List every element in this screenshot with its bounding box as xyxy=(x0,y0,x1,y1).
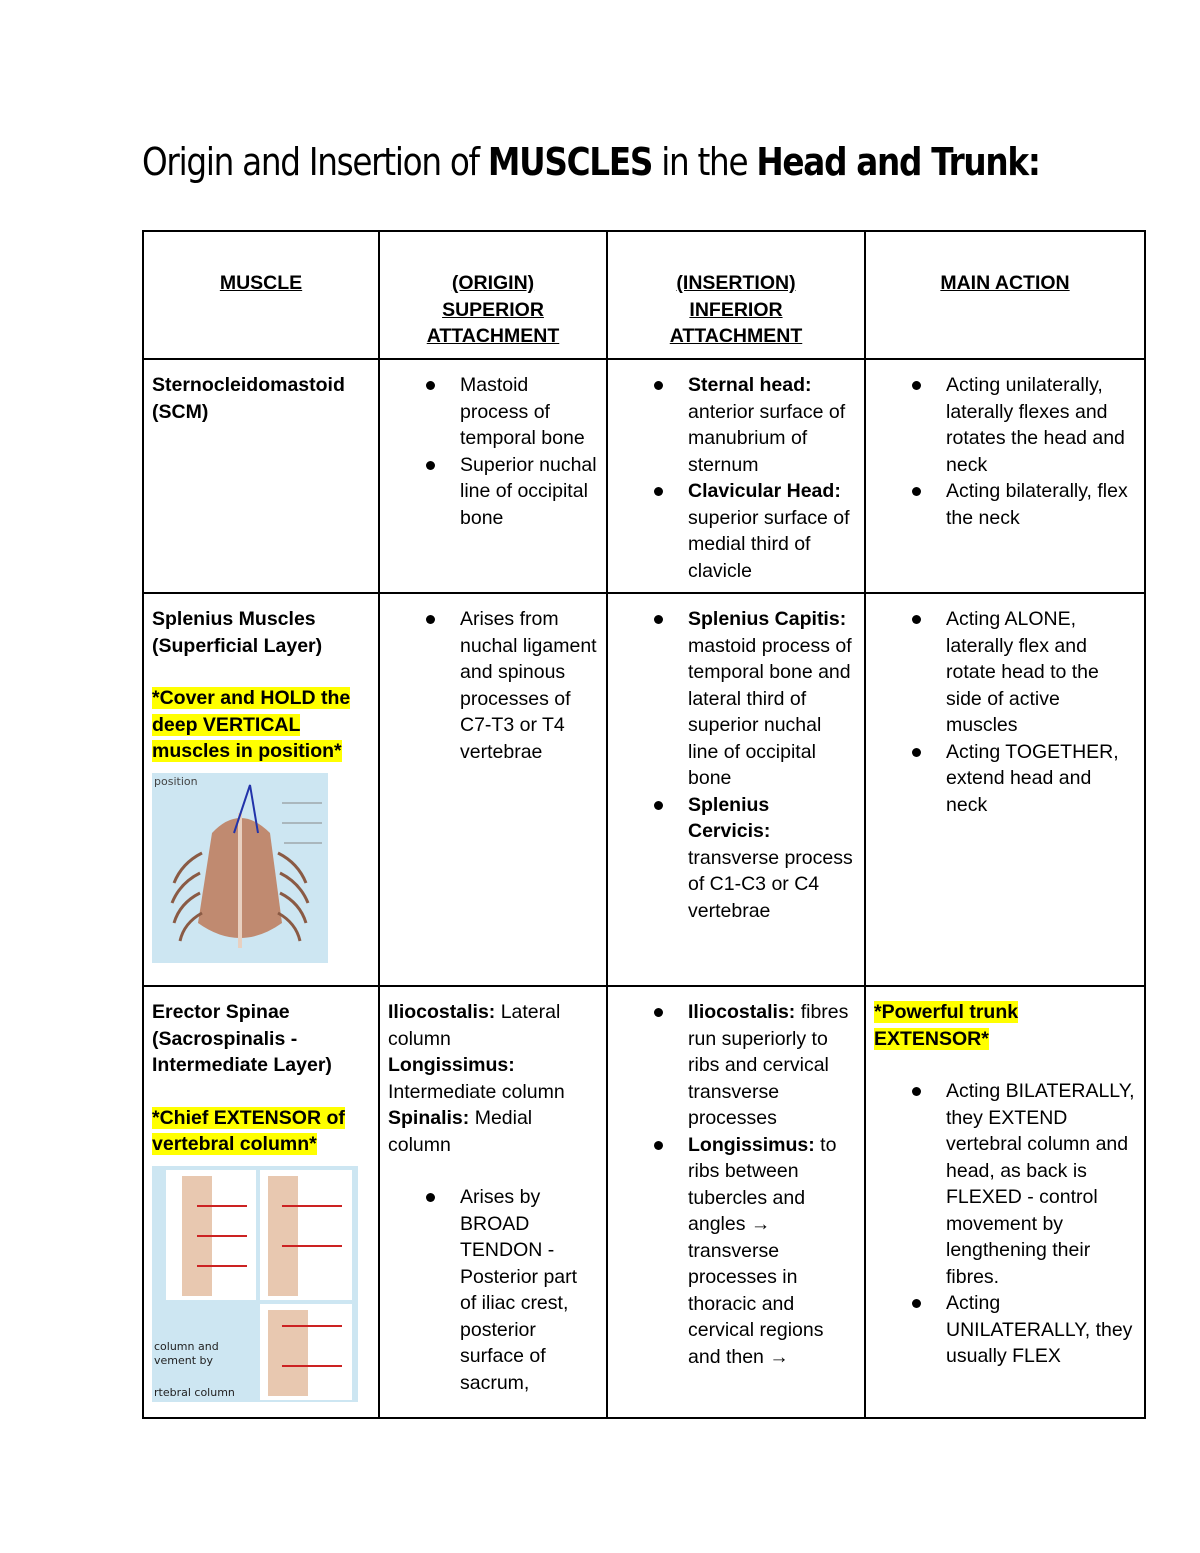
list-item: Iliocostalis: fibres run superiorly to ribs and cervical transverse processes xyxy=(616,999,856,1132)
erector-anatomy-image xyxy=(152,1166,370,1410)
list-item: Splenius Capitis: mastoid process of temporal bone and lateral third of superior nuchal line of occipital bone xyxy=(616,606,856,792)
action-cell xyxy=(865,986,1145,1418)
highlight-note: *Cover and HOLD the deep VERTICAL muscles in position* xyxy=(152,687,351,762)
action-cell xyxy=(865,593,1145,986)
list-item: Acting UNILATERALLY, they usually FLEX xyxy=(874,1290,1136,1370)
table-row xyxy=(143,593,1145,986)
list-item: Acting BILATERALLY, they EXTEND vertebral column and head, as back is FLEXED - control movement by lengthening their fibres. xyxy=(874,1078,1136,1290)
image-text: rtebral column xyxy=(154,1385,235,1399)
header-insertion: (INSERTION) INFERIOR ATTACHMENT xyxy=(607,231,865,359)
origin-cell xyxy=(379,593,607,986)
highlight-note: *Chief EXTENSOR of vertebral column* xyxy=(152,1106,345,1155)
list-item: Superior nuchal line of occipital bone xyxy=(388,452,598,532)
list-item: Clavicular Head: superior surface of medial third of clavicle xyxy=(616,478,856,584)
table-row xyxy=(143,986,1145,1418)
muscle-cell xyxy=(143,593,379,986)
header-muscle: MUSCLE xyxy=(143,231,379,359)
muscle-name: Sternocleidomastoid (SCM) xyxy=(152,374,345,423)
insertion-cell xyxy=(607,986,865,1418)
header-action: MAIN ACTION xyxy=(865,231,1145,359)
insertion-cell xyxy=(607,593,865,986)
list-item: Sternal head: anterior surface of manubrium of sternum xyxy=(616,372,856,478)
image-label: position xyxy=(154,774,198,788)
muscle-name: Erector Spinae (Sacrospinalis - Intermediate Layer) xyxy=(152,1001,332,1076)
highlight-note: *Powerful trunk EXTENSOR* xyxy=(874,1001,1019,1050)
list-item: Longissimus: to ribs between tubercles and angles → transverse processes in thoracic and cervical regions and then → xyxy=(616,1132,856,1371)
muscle-table xyxy=(142,230,1146,1419)
list-item: Acting bilaterally, flex the neck xyxy=(874,478,1136,531)
table-row xyxy=(143,359,1145,593)
header-origin: (ORIGIN) SUPERIOR ATTACHMENT xyxy=(379,231,607,359)
muscle-name: Splenius Muscles (Superficial Layer) xyxy=(152,608,323,657)
splenius-anatomy-image xyxy=(152,773,370,971)
list-item: Acting unilaterally, laterally flexes and rotates the head and neck xyxy=(874,372,1136,478)
origin-cell: Iliocostalis: Lateral column Longissimus: Intermediate column Spinalis: Medial column Arises by BROAD TENDON - Posterior part of iliac crest, posterior surface of sacrum, xyxy=(379,986,607,1418)
insertion-cell xyxy=(607,359,865,593)
page-title: Origin and Insertion of MUSCLES in the Head and Trunk: xyxy=(142,140,1040,184)
action-cell xyxy=(865,359,1145,593)
table-header-row xyxy=(143,231,1145,359)
image-text: vement by xyxy=(154,1353,214,1367)
image-text: column and xyxy=(154,1339,219,1353)
origin-cell xyxy=(379,359,607,593)
muscle-cell xyxy=(143,359,379,593)
list-item: Arises from nuchal ligament and spinous processes of C7-T3 or T4 vertebrae xyxy=(388,606,598,765)
list-item: Mastoid process of temporal bone xyxy=(388,372,598,452)
list-item: Acting TOGETHER, extend head and neck xyxy=(874,739,1136,819)
list-item: Arises by BROAD TENDON - Posterior part of iliac crest, posterior surface of sacrum, xyxy=(388,1184,598,1396)
list-item: Splenius Cervicis: transverse process of C1-C3 or C4 vertebrae xyxy=(616,792,856,925)
muscle-cell xyxy=(143,986,379,1418)
list-item: Acting ALONE, laterally flex and rotate head to the side of active muscles xyxy=(874,606,1136,739)
